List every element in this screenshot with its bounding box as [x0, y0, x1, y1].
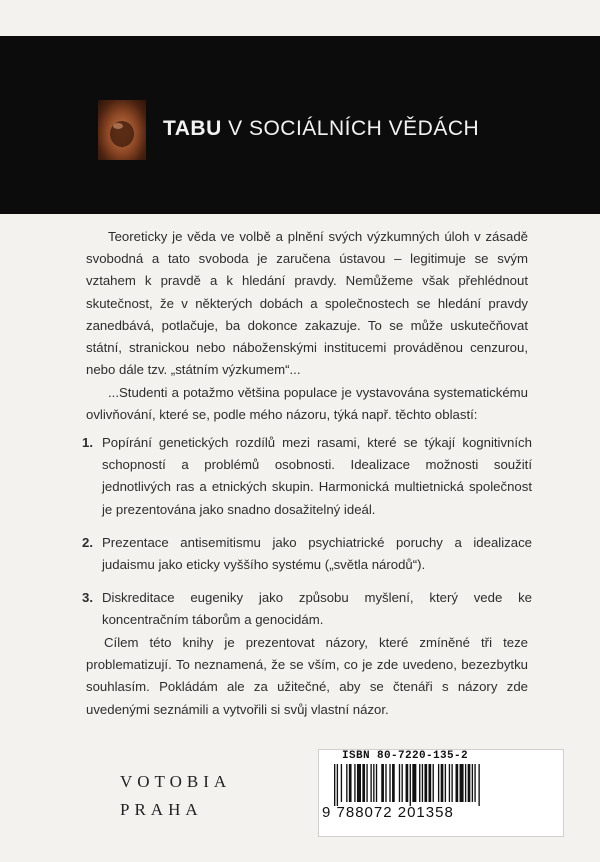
barcode-bar [449, 764, 450, 802]
title-rest: V SOCIÁLNÍCH VĚDÁCH [228, 117, 480, 140]
barcode-bar [381, 764, 384, 802]
barcode-bar [392, 764, 395, 802]
barcode-bar [341, 764, 342, 802]
publisher-logo [120, 768, 231, 824]
barcode-bar [472, 764, 473, 802]
barcode-bar [424, 764, 427, 802]
barcode-bar [354, 764, 355, 802]
barcode-bar [362, 764, 365, 802]
barcode-bar [334, 764, 335, 806]
publisher-city: PRAHA [120, 800, 203, 819]
isbn-label: ISBN 80-7220-135-2 [342, 750, 469, 762]
list-number: 2. [82, 534, 93, 550]
paragraph-text: ...Studenti a potažmo většina populace je vystavována systematickému ovlivňování, které se, podle mého názoru, týká např. těchto oblastí: [86, 385, 528, 423]
barcode-bars [330, 764, 554, 806]
list-text: Prezentace antisemitismu jako psychiatrické poruchy a idealizace judaismu jako eticky vyššího systému („světla národů“). [102, 534, 532, 573]
blurb-paragraph-1 [86, 226, 528, 381]
barcode-bar [402, 764, 403, 802]
blurb-paragraph-3 [86, 632, 528, 721]
barcode-bar [406, 764, 409, 802]
barcode-bar [410, 764, 411, 806]
blurb-paragraph-2 [86, 382, 528, 426]
barcode-bar [357, 764, 361, 802]
book-title [163, 117, 479, 141]
paragraph-text: Cílem této knihy je prezentovat názory, které zmíněné tři teze problematizují. To neznamená, že se vším, co je zde uvedeno, bezezbytku souhlasím. Pokládám ale za užitečné, aby se čtenáři s názory zde uvedenými seznámili a vytvořili si svůj vlastní názor. [86, 635, 528, 717]
barcode-bar [451, 764, 452, 802]
list-item [82, 587, 532, 631]
blurb-list [82, 432, 532, 643]
publisher-name: VOTOBIA [120, 772, 232, 791]
barcode-bar [441, 764, 444, 802]
barcode-bar [429, 764, 432, 802]
barcode-bar [419, 764, 420, 802]
barcode-bar [373, 764, 374, 802]
list-number: 3. [82, 590, 93, 606]
barcode-bar [412, 764, 416, 802]
title-bold: TABU [163, 117, 222, 140]
barcode-bar [468, 764, 471, 802]
barcode-bar [389, 764, 390, 802]
barcode-bar [474, 764, 475, 802]
list-item [82, 432, 532, 521]
barcode-bar [456, 764, 459, 802]
barcode-bar [385, 764, 386, 802]
ean-number: 9 788072 201358 [322, 804, 454, 821]
list-item [82, 532, 532, 576]
barcode-bar [438, 764, 439, 802]
paragraph-text: Teoreticky je věda ve volbě a plnění svých výzkumných úloh v zásadě svobodná a tato svoboda je zaručena ústavou – legitimuje se svým vztahem k pravdě a k hledání pravdy. Nemůžeme však přehlédnout skutečnost, že v některých dobách a společnostech se hledání pravdy zanedbává, potlačuje, ba dokonce zakazuje. To se může uskutečňovat státní, stranickou nebo náboženskými institucemi prováděnou cenzurou, nebo dále tzv. „státním výzkumem“... [86, 229, 528, 378]
barcode-bar [376, 764, 377, 802]
barcode-bar [399, 764, 400, 802]
barcode-bar [366, 764, 367, 802]
barcode-bar [460, 764, 464, 802]
barcode-bar [370, 764, 371, 802]
cover-photo [98, 100, 146, 160]
barcode-bar [465, 764, 466, 802]
list-text: Diskreditace eugeniky jako způsobu myšlení, který vede ke koncentračním táborům a genocidám. [102, 590, 532, 628]
list-text: Popírání genetických rozdílů mezi rasami, které se týkají kognitivních schopností a problémů osobnosti. Idealizace možnosti soužití jednotlivých ras a etnických skupin. Harmonická multietnická společnost je prezentována jako snadno dosažitelný ideál. [102, 435, 532, 517]
list-number: 1. [82, 435, 93, 450]
barcode-bar [337, 764, 338, 806]
barcode-bar [478, 764, 479, 806]
barcode-bar [349, 764, 352, 802]
barcode-bar [346, 764, 347, 802]
barcode-bar [433, 764, 434, 802]
barcode-bar [445, 764, 446, 802]
barcode-bar [422, 764, 423, 802]
